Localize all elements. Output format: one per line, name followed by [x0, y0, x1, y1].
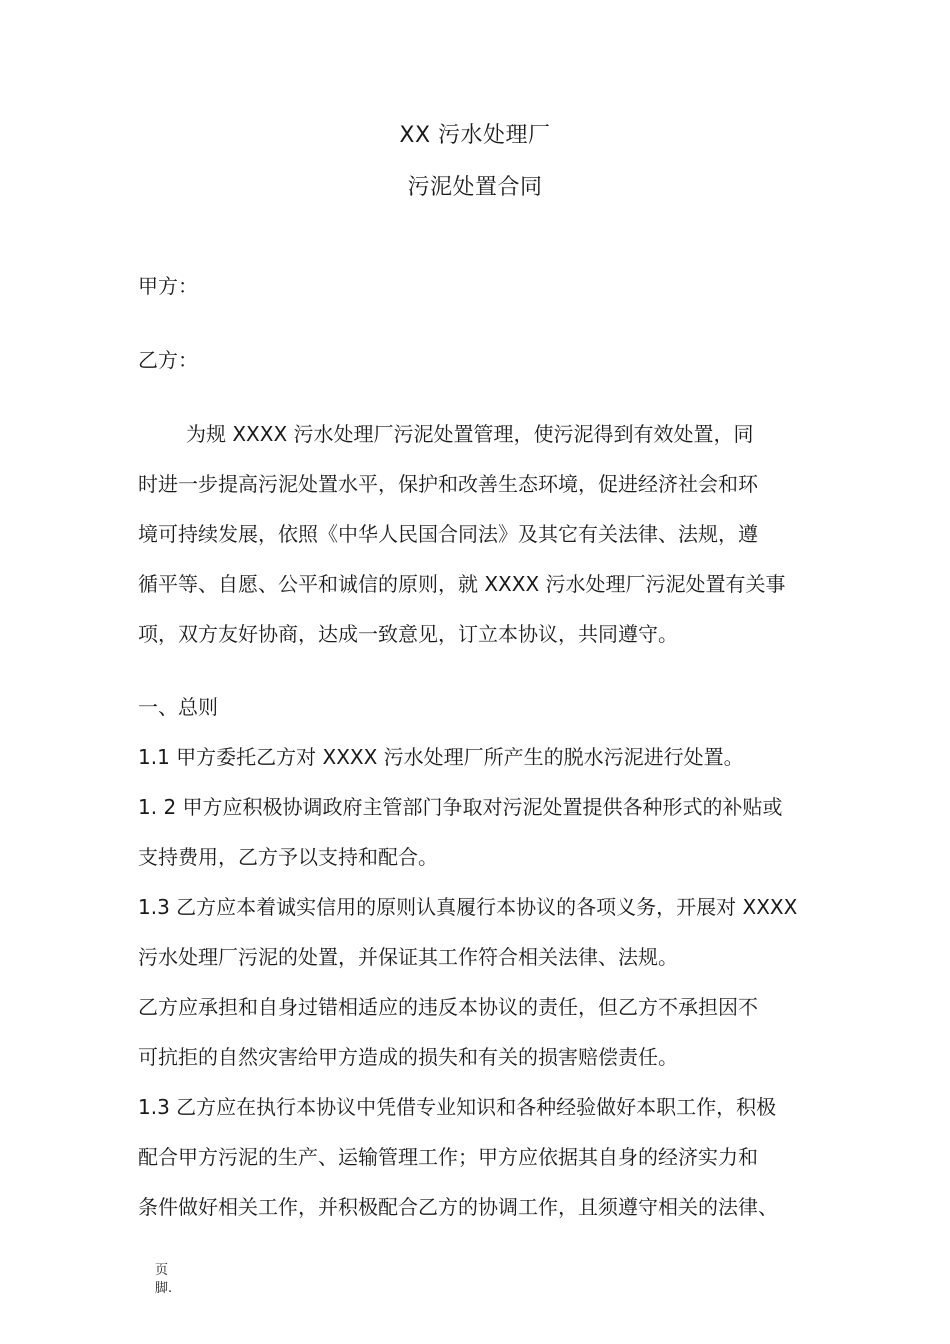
clause-line: 支持费用，乙方予以支持和配合。 [138, 845, 438, 869]
footer-line: 脚. [155, 1281, 173, 1296]
preamble-line: 境可持续发展，依照《中华人民国合同法》及其它有关法律、法规，遵 [138, 522, 758, 546]
section-heading-general: 一、总则 [138, 695, 218, 719]
clause-line: 配合甲方污泥的生产、运输管理工作；甲方应依据其自身的经济实力和 [138, 1145, 758, 1169]
clause-line: 可抗拒的自然灾害给甲方造成的损失和有关的损害赔偿责任。 [138, 1045, 678, 1069]
clause-line: 1.1 甲方委托乙方对 XXXX 污水处理厂所产生的脱水污泥进行处置。 [138, 745, 744, 769]
clause-line: 污水处理厂污泥的处置，并保证其工作符合相关法律、法规。 [138, 945, 678, 969]
clause-line: 1.3 乙方应本着诚实信用的原则认真履行本协议的各项义务，开展对 XXXX [138, 895, 798, 919]
document-title-plant: XX 污水处理厂 [399, 123, 551, 148]
preamble-line: 循平等、自愿、公平和诚信的原则，就 XXXX 污水处理厂污泥处置有关事 [138, 572, 786, 596]
footer-line: 页 [155, 1263, 169, 1278]
party-b-label: 乙方： [138, 348, 198, 372]
clause-line: 1. 2 甲方应积极协调政府主管部门争取对污泥处置提供各种形式的补贴或 [138, 795, 783, 819]
clause-line: 条件做好相关工作，并积极配合乙方的协调工作，且须遵守相关的法律、 [138, 1195, 778, 1219]
preamble-line: 为规 XXXX 污水处理厂污泥处置管理，使污泥得到有效处置，同 [186, 422, 754, 446]
party-a-label: 甲方： [138, 274, 198, 298]
page-footer [155, 1262, 172, 1298]
clause-line: 乙方应承担和自身过错相适应的违反本协议的责任，但乙方不承担因不 [138, 995, 758, 1019]
preamble-line: 时进一步提高污泥处置水平，保护和改善生态环境，促进经济社会和环 [138, 472, 758, 496]
clause-line: 1.3 乙方应在执行本协议中凭借专业知识和各种经验做好本职工作，积极 [138, 1095, 777, 1119]
document-title-contract: 污泥处置合同 [407, 175, 543, 200]
preamble-line: 项，双方友好协商，达成一致意见，订立本协议，共同遵守。 [138, 622, 678, 646]
